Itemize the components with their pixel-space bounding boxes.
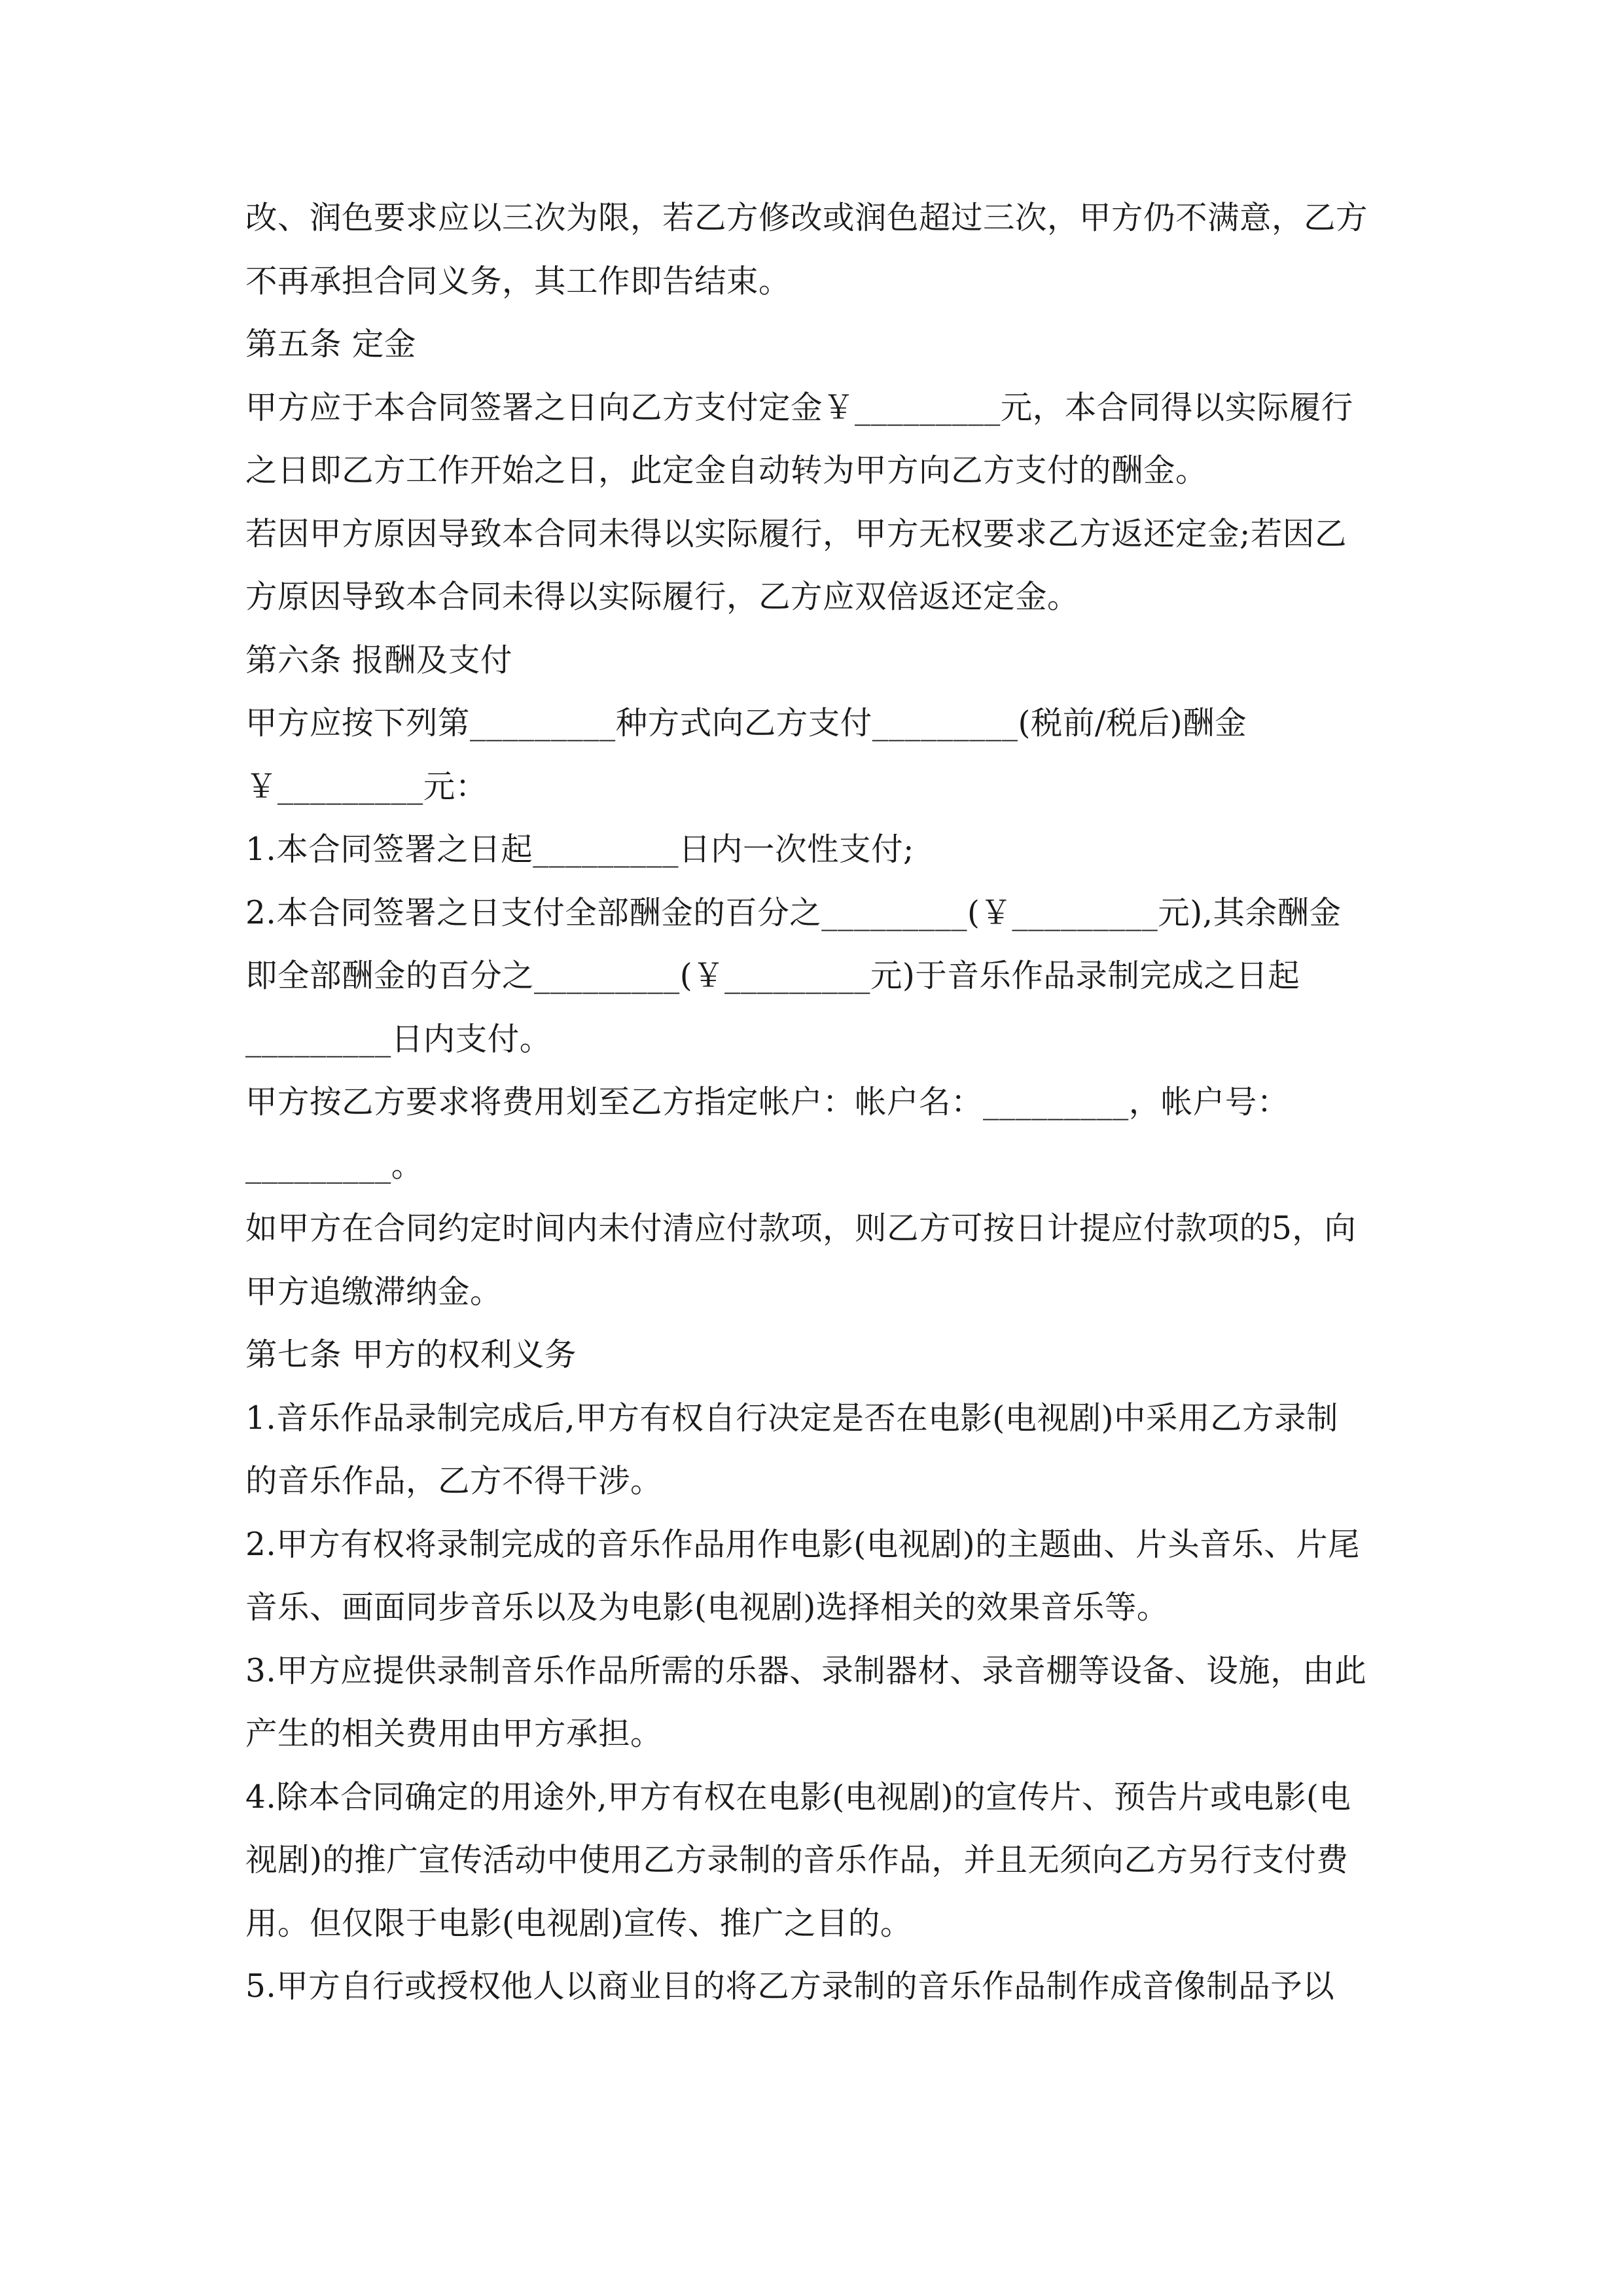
paragraph-line: 如甲方在合同约定时间内未付清应付款项，则乙方可按日计提应付款项的5，向 [245, 1210, 1357, 1247]
paragraph-line: 甲方按乙方要求将费用划至乙方指定帐户：帐户名：_________，帐户号： [245, 1084, 1289, 1121]
list-item-line: 3.甲方应提供录制音乐作品所需的乐器、录制器材、录音棚等设备、设施，由此 [245, 1652, 1367, 1689]
paragraph-line: 方原因导致本合同未得以实际履行，乙方应双倍返还定金。 [245, 579, 1080, 615]
list-item-line: 4.除本合同确定的用途外,甲方有权在电影(电视剧)的宣传片、预告片或电影(电 [245, 1778, 1351, 1816]
list-item-line: 1.音乐作品录制完成后,甲方有权自行决定是否在电影(电视剧)中采用乙方录制 [245, 1399, 1339, 1437]
list-item-line: 用。但仅限于电影(电视剧)宣传、推广之目的。 [245, 1905, 912, 1942]
paragraph-line: 甲方应于本合同签署之日向乙方支付定金￥_________元，本合同得以实际履行 [245, 389, 1353, 426]
list-item-line: 1.本合同签署之日起_________日内一次性支付; [245, 831, 914, 868]
paragraph-line: 改、润色要求应以三次为限，若乙方修改或润色超过三次，甲方仍不满意，乙方 [245, 200, 1368, 236]
paragraph-line: 甲方追缴滞纳金。 [245, 1273, 503, 1310]
paragraph-line: _________。 [245, 1147, 423, 1184]
paragraph-line: 不再承担合同义务，其工作即告结束。 [245, 262, 791, 300]
list-item-line: 5.甲方自行或授权他人以商业目的将乙方录制的音乐作品制作成音像制品予以 [245, 1968, 1335, 2005]
paragraph-line: 若因甲方原因导致本合同未得以实际履行，甲方无权要求乙方返还定金;若因乙 [245, 515, 1347, 552]
list-item-line: 产生的相关费用由甲方承担。 [245, 1715, 663, 1752]
section-heading: 第七条 甲方的权利义务 [245, 1336, 577, 1373]
paragraph-line: ￥_________元： [245, 768, 488, 805]
list-item-line: _________日内支付。 [245, 1020, 552, 1058]
paragraph-line: 之日即乙方工作开始之日，此定金自动转为甲方向乙方支付的酬金。 [245, 452, 1208, 489]
section-heading: 第五条 定金 [245, 326, 416, 363]
contract-text [245, 187, 1378, 2018]
list-item-line: 2.本合同签署之日支付全部酬金的百分之_________(￥_________元),其余酬金 [245, 894, 1342, 931]
list-item-line: 即全部酬金的百分之_________(￥_________元)于音乐作品录制完成之日起 [245, 958, 1300, 994]
section-heading: 第六条 报酬及支付 [245, 641, 512, 679]
paragraph-line: 甲方应按下列第_________种方式向乙方支付_________(税前/税后)酬金 [245, 705, 1247, 742]
list-item-line: 音乐、画面同步音乐以及为电影(电视剧)选择相关的效果音乐等。 [245, 1589, 1169, 1626]
list-item-line: 视剧)的推广宣传活动中使用乙方录制的音乐作品，并且无须向乙方另行支付费 [245, 1842, 1349, 1878]
list-item-line: 2.甲方有权将录制完成的音乐作品用作电影(电视剧)的主题曲、片头音乐、片尾 [245, 1526, 1361, 1563]
list-item-line: 的音乐作品，乙方不得干涉。 [245, 1463, 663, 1499]
